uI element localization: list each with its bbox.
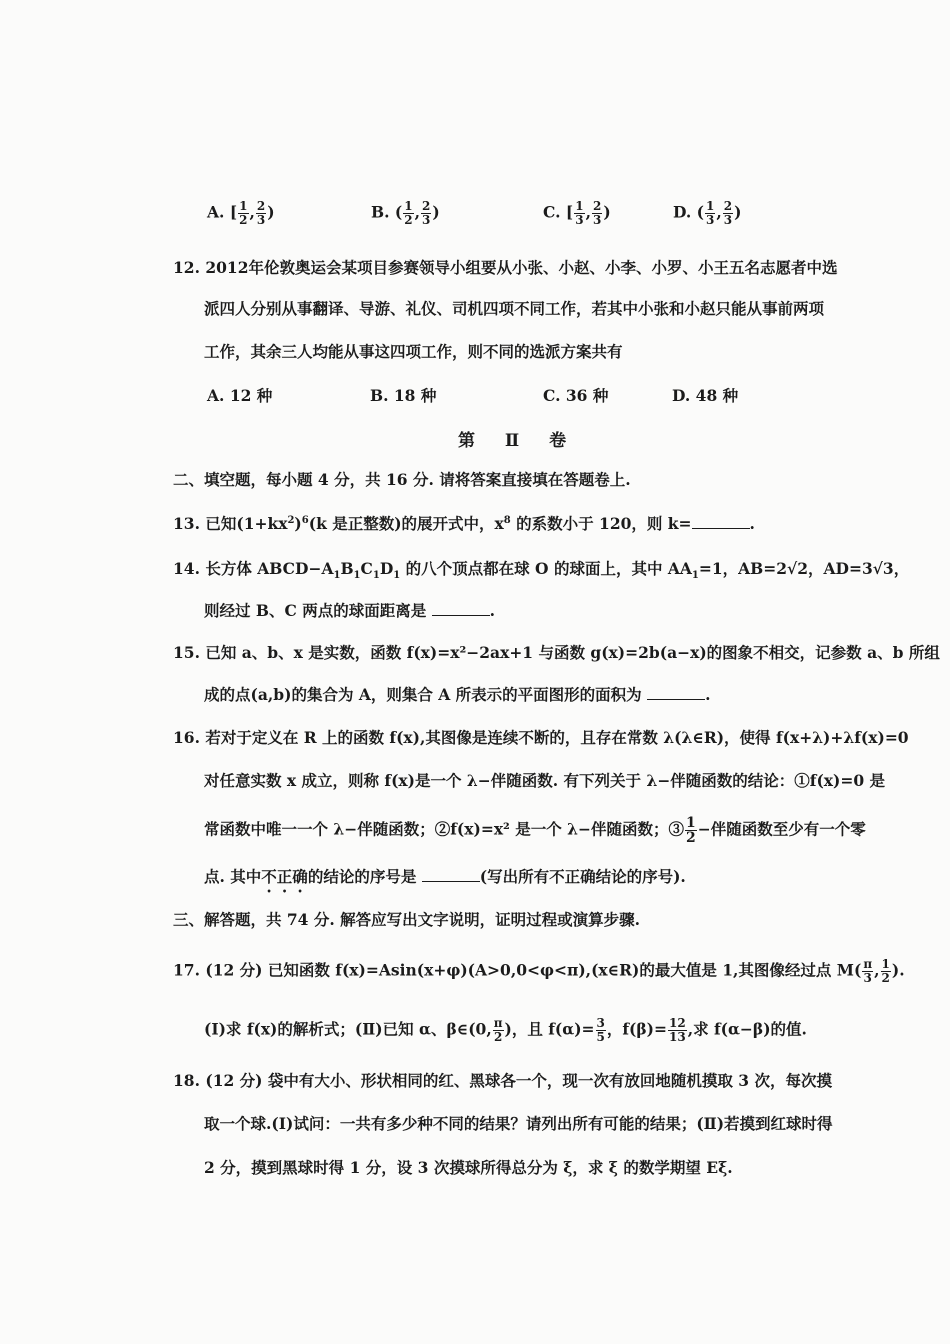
option-label: B. (	[371, 202, 403, 222]
option-label: C. [	[543, 202, 574, 222]
fraction: $\frac{1}{3}$	[575, 199, 584, 227]
q16-line-1: 16. 若对于定义在 R 上的函数 f(x),其图像是连续不断的，且存在常数 λ(λ∈R)，使得 f(x+λ)+λf(x)=0	[173, 728, 909, 747]
q12-line-1: 12. 2012年伦敦奥运会某项目参赛领导小组要从小张、小赵、小李、小罗、小王五名志愿者中选	[173, 258, 838, 277]
fraction: $\frac{2}{3}$	[592, 199, 602, 227]
q12-option-a: A. 12 种	[207, 386, 273, 405]
emphasis-text: 不正确	[261, 867, 308, 886]
q18-line-1: 18. (12 分) 袋中有大小、形状相同的红、黑球各一个，现一次有放回地随机摸取 3 次，每次摸	[173, 1071, 832, 1090]
q11-option-d: D. ( $\frac{1}{3}$ , $\frac{2}{3}$ )	[673, 199, 742, 227]
q14-line-1: 14. 长方体 $ABCD-A_1B_1C_1D_1$ 的八个顶点都在球 O 的球面上，其中 $AA_1=1$，AB=2√2，AD=3√3，	[173, 559, 910, 582]
q11-option-c: C. [ $\frac{1}{3}$ , $\frac{2}{3}$ )	[543, 199, 611, 227]
fraction: $\frac{2}{3}$	[723, 199, 733, 227]
fraction: $\frac{12}{13}$	[669, 1016, 686, 1044]
fraction: $\frac{1}{3}$	[706, 199, 715, 227]
q14-line-2: 则经过 B、C 两点的球面距离是 .	[204, 601, 496, 620]
answer-blank[interactable]	[432, 601, 490, 616]
q16-line-3: 常函数中唯一一个 λ−伴随函数；②f(x)=x² 是一个 λ−伴随函数；③ $\frac{1}{2}$ −伴随函数至少有一个零	[204, 815, 866, 846]
q15-line-2: 成的点(a,b)的集合为 A，则集合 A 所表示的平面图形的面积为 .	[204, 685, 711, 704]
section3-header: 三、解答题，共 74 分. 解答应写出文字说明，证明过程或演算步骤.	[173, 910, 641, 929]
fraction: $\frac{1}{2}$	[404, 199, 413, 227]
q11-option-a: A. [ $\frac{1}{2}$ , $\frac{2}{3}$ )	[207, 199, 275, 227]
option-label: D. (	[673, 202, 705, 222]
fraction: $\frac{1}{2}$	[686, 815, 696, 846]
part2-title: 第 Ⅱ 卷	[458, 431, 579, 451]
fraction: $\frac{\pi}{3}$	[863, 957, 873, 985]
answer-blank[interactable]	[692, 514, 750, 529]
section2-header: 二、填空题，每小题 4 分，共 16 分. 请将答案直接填在答题卷上.	[173, 470, 631, 489]
q16-line-2: 对任意实数 x 成立，则称 f(x)是一个 λ−伴随函数. 有下列关于 λ−伴随函数的结论：①f(x)=0 是	[204, 771, 886, 790]
q17-line-2: (Ⅰ)求 f(x)的解析式；(Ⅱ)已知 α、β∈(0, $\frac{\pi}{2}$ )，且 f(α)= $\frac{3}{5}$ ，f(β)= $\frac{12}{13}$ ,求 f(α−β)的值.	[204, 1016, 807, 1044]
q13: 13. 已知$(1+kx^2)^6(k$ 是正整数)的展开式中，$x^8$ 的系数小于 120，则 k= .	[173, 514, 755, 534]
fraction: $\frac{2}{3}$	[256, 199, 266, 227]
fraction: $\frac{3}{5}$	[596, 1016, 605, 1044]
q18-line-2: 取一个球.(Ⅰ)试问：一共有多少种不同的结果？请列出所有可能的结果；(Ⅱ)若摸到红球时得	[204, 1114, 833, 1133]
q12-option-c: C. 36 种	[543, 386, 609, 405]
q17-line-1: 17. (12 分) 已知函数 f(x)=Asin(x+φ)(A>0,0<φ<π),(x∈R)的最大值是 1,其图像经过点 M( $\frac{\pi}{3}$ , $\frac{1}{2}$ ).	[173, 957, 905, 985]
q15-line-1: 15. 已知 a、b、x 是实数，函数 f(x)=x²−2ax+1 与函数 g(x)=2b(a−x)的图象不相交，记参数 a、b 所组	[173, 643, 940, 662]
fraction: $\frac{1}{2}$	[239, 199, 248, 227]
answer-blank[interactable]	[647, 685, 705, 700]
answer-blank[interactable]	[422, 867, 480, 882]
q12-option-d: D. 48 种	[672, 386, 739, 405]
q11-option-b: B. ( $\frac{1}{2}$ , $\frac{2}{3}$ )	[371, 199, 440, 227]
q12-line-3: 工作，其余三人均能从事这四项工作，则不同的选派方案共有	[204, 342, 623, 361]
q18-line-3: 2 分，摸到黑球时得 1 分，设 3 次摸球所得总分为 ξ，求 ξ 的数学期望 Eξ.	[204, 1158, 733, 1177]
fraction: $\frac{\pi}{2}$	[493, 1016, 503, 1044]
fraction: $\frac{1}{2}$	[881, 957, 890, 985]
option-label: A. [	[207, 202, 238, 222]
fraction: $\frac{2}{3}$	[422, 199, 431, 227]
q16-line-4: 点. 其中不正确的结论的序号是 (写出所有不正确结论的序号).	[204, 867, 686, 886]
q12-line-2: 派四人分别从事翻译、导游、礼仪、司机四项不同工作，若其中小张和小赵只能从事前两项	[204, 299, 825, 318]
q12-option-b: B. 18 种	[370, 386, 437, 405]
